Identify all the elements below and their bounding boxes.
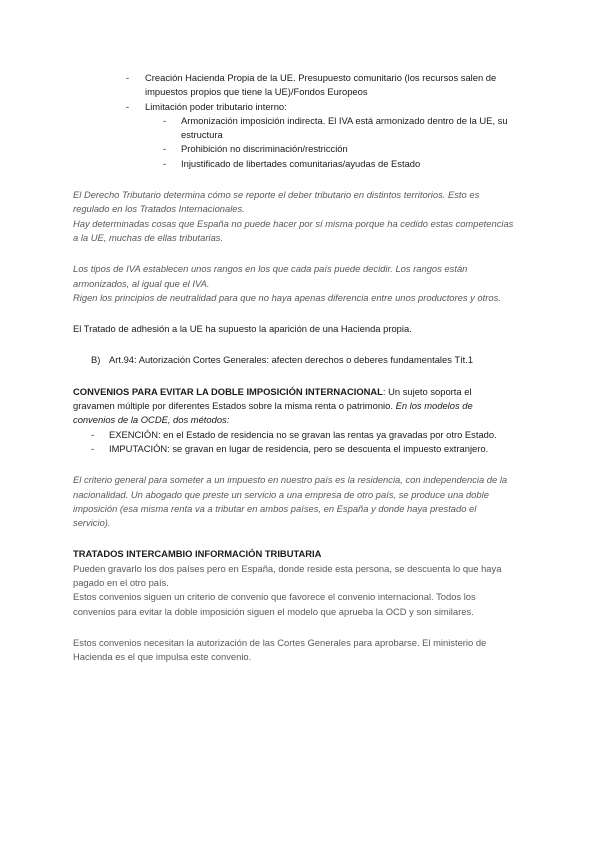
section-b-text: Art.94: Autorización Cortes Generales: afecten derechos o deberes fundamentales Tít.1 — [109, 354, 474, 366]
sub-list-item-text: Armonización imposición indirecta. El IVA está armonizado dentro de la UE, su estructura — [181, 114, 508, 141]
note-paragraph: El Derecho Tributario determina cómo se reporte el deber tributario en distintos territorios. Esto es regulado en los Tratados Internacionales. — [73, 189, 480, 215]
sub-list-item — [73, 142, 514, 156]
bullet-dash: - — [163, 143, 167, 155]
treaty-paragraph: El Tratado de adhesión a la UE ha supuesto la aparición de una Hacienda propia. — [73, 323, 412, 335]
list-item — [73, 71, 514, 100]
list-item-text: Limitación poder tributario interno: — [145, 100, 287, 112]
bullet-dash: - — [163, 157, 167, 169]
sub-list-item — [73, 157, 514, 171]
tratados-paragraph: Estos convenios necesitan la autorización de las Cortes Generales para aprobarse. El ministerio de Hacienda es el que impulsa este convenio. — [73, 636, 487, 663]
note-paragraph: El criterio general para someter a un impuesto en nuestro país es la residencia, con independencia de la nacionalidad. Un abogado que preste un servicio a una empresa de otro país, se produce una doble imposición (esa misma renta va a tributar en ambos países, en España y donde haya prestado el servicio). — [73, 474, 508, 529]
convenios-heading: CONVENIOS PARA EVITAR LA DOBLE IMPOSICIÓN INTERNACIONAL — [73, 385, 383, 397]
method-item — [73, 428, 514, 442]
tratados-paragraph: Pueden gravarlo los dos países pero en España, donde reside esta persona, se descuenta lo que haya pagado en el otro país. — [73, 562, 502, 589]
list-item — [73, 100, 514, 114]
sub-list-item-text: Injustificado de libertades comunitarias/ayudas de Estado — [181, 157, 421, 169]
note-paragraph: Los tipos de IVA establecen unos rangos en los que cada país puede decidir. Los rangos están armonizados, al igual que el IVA. — [73, 263, 468, 289]
method-text: EXENCIÓN: en el Estado de residencia no se gravan las rentas ya gravadas por otro Estado. — [109, 428, 497, 440]
convenios-text: : Un sujeto soporta el gravamen múltiple por diferentes Estados sobre la misma renta o patrimonio. — [73, 385, 472, 412]
bullet-dash: - — [163, 114, 167, 126]
list-item-text: Creación Hacienda Propia de la UE. Presupuesto comunitario (los recursos salen de impuestos propios que tiene la UE)/Fondos Europeos — [145, 72, 497, 98]
method-item — [73, 442, 514, 456]
bullet-dash: - — [126, 100, 130, 112]
bullet-dash: - — [91, 442, 95, 454]
note-paragraph: Hay determinadas cosas que España no puede hacer por sí misma porque ha cedido estas competencias a la UE, muchas de ellas tributarias. — [73, 217, 514, 243]
sub-list-item-text: Prohibición no discriminación/restricción — [181, 143, 348, 155]
bullet-dash: - — [126, 72, 130, 83]
convenios-italic-text: En los modelos de convenios de la OCDE, dos métodos: — [73, 400, 473, 426]
tratados-heading: TRATADOS INTERCAMBIO INFORMACIÓN TRIBUTARIA — [73, 548, 322, 560]
note-paragraph: Rigen los principios de neutralidad para que no haya apenas diferencia entre unos productores y otros. — [73, 291, 501, 303]
section-letter: B) — [91, 354, 101, 366]
bullet-dash: - — [91, 428, 95, 440]
convenios-paragraph — [73, 385, 514, 428]
tratados-paragraph: Estos convenios siguen un criterio de convenio que favorece el convenio internacional. Todos los convenios para evitar la doble imposición siguen el modelo que aprueba la OCD y son similares. — [73, 591, 476, 617]
sub-list-item — [73, 114, 514, 143]
method-text: IMPUTACIÓN: se gravan en lugar de residencia, pero se descuenta el impuesto extranjero. — [109, 442, 489, 454]
section-b — [73, 353, 514, 367]
